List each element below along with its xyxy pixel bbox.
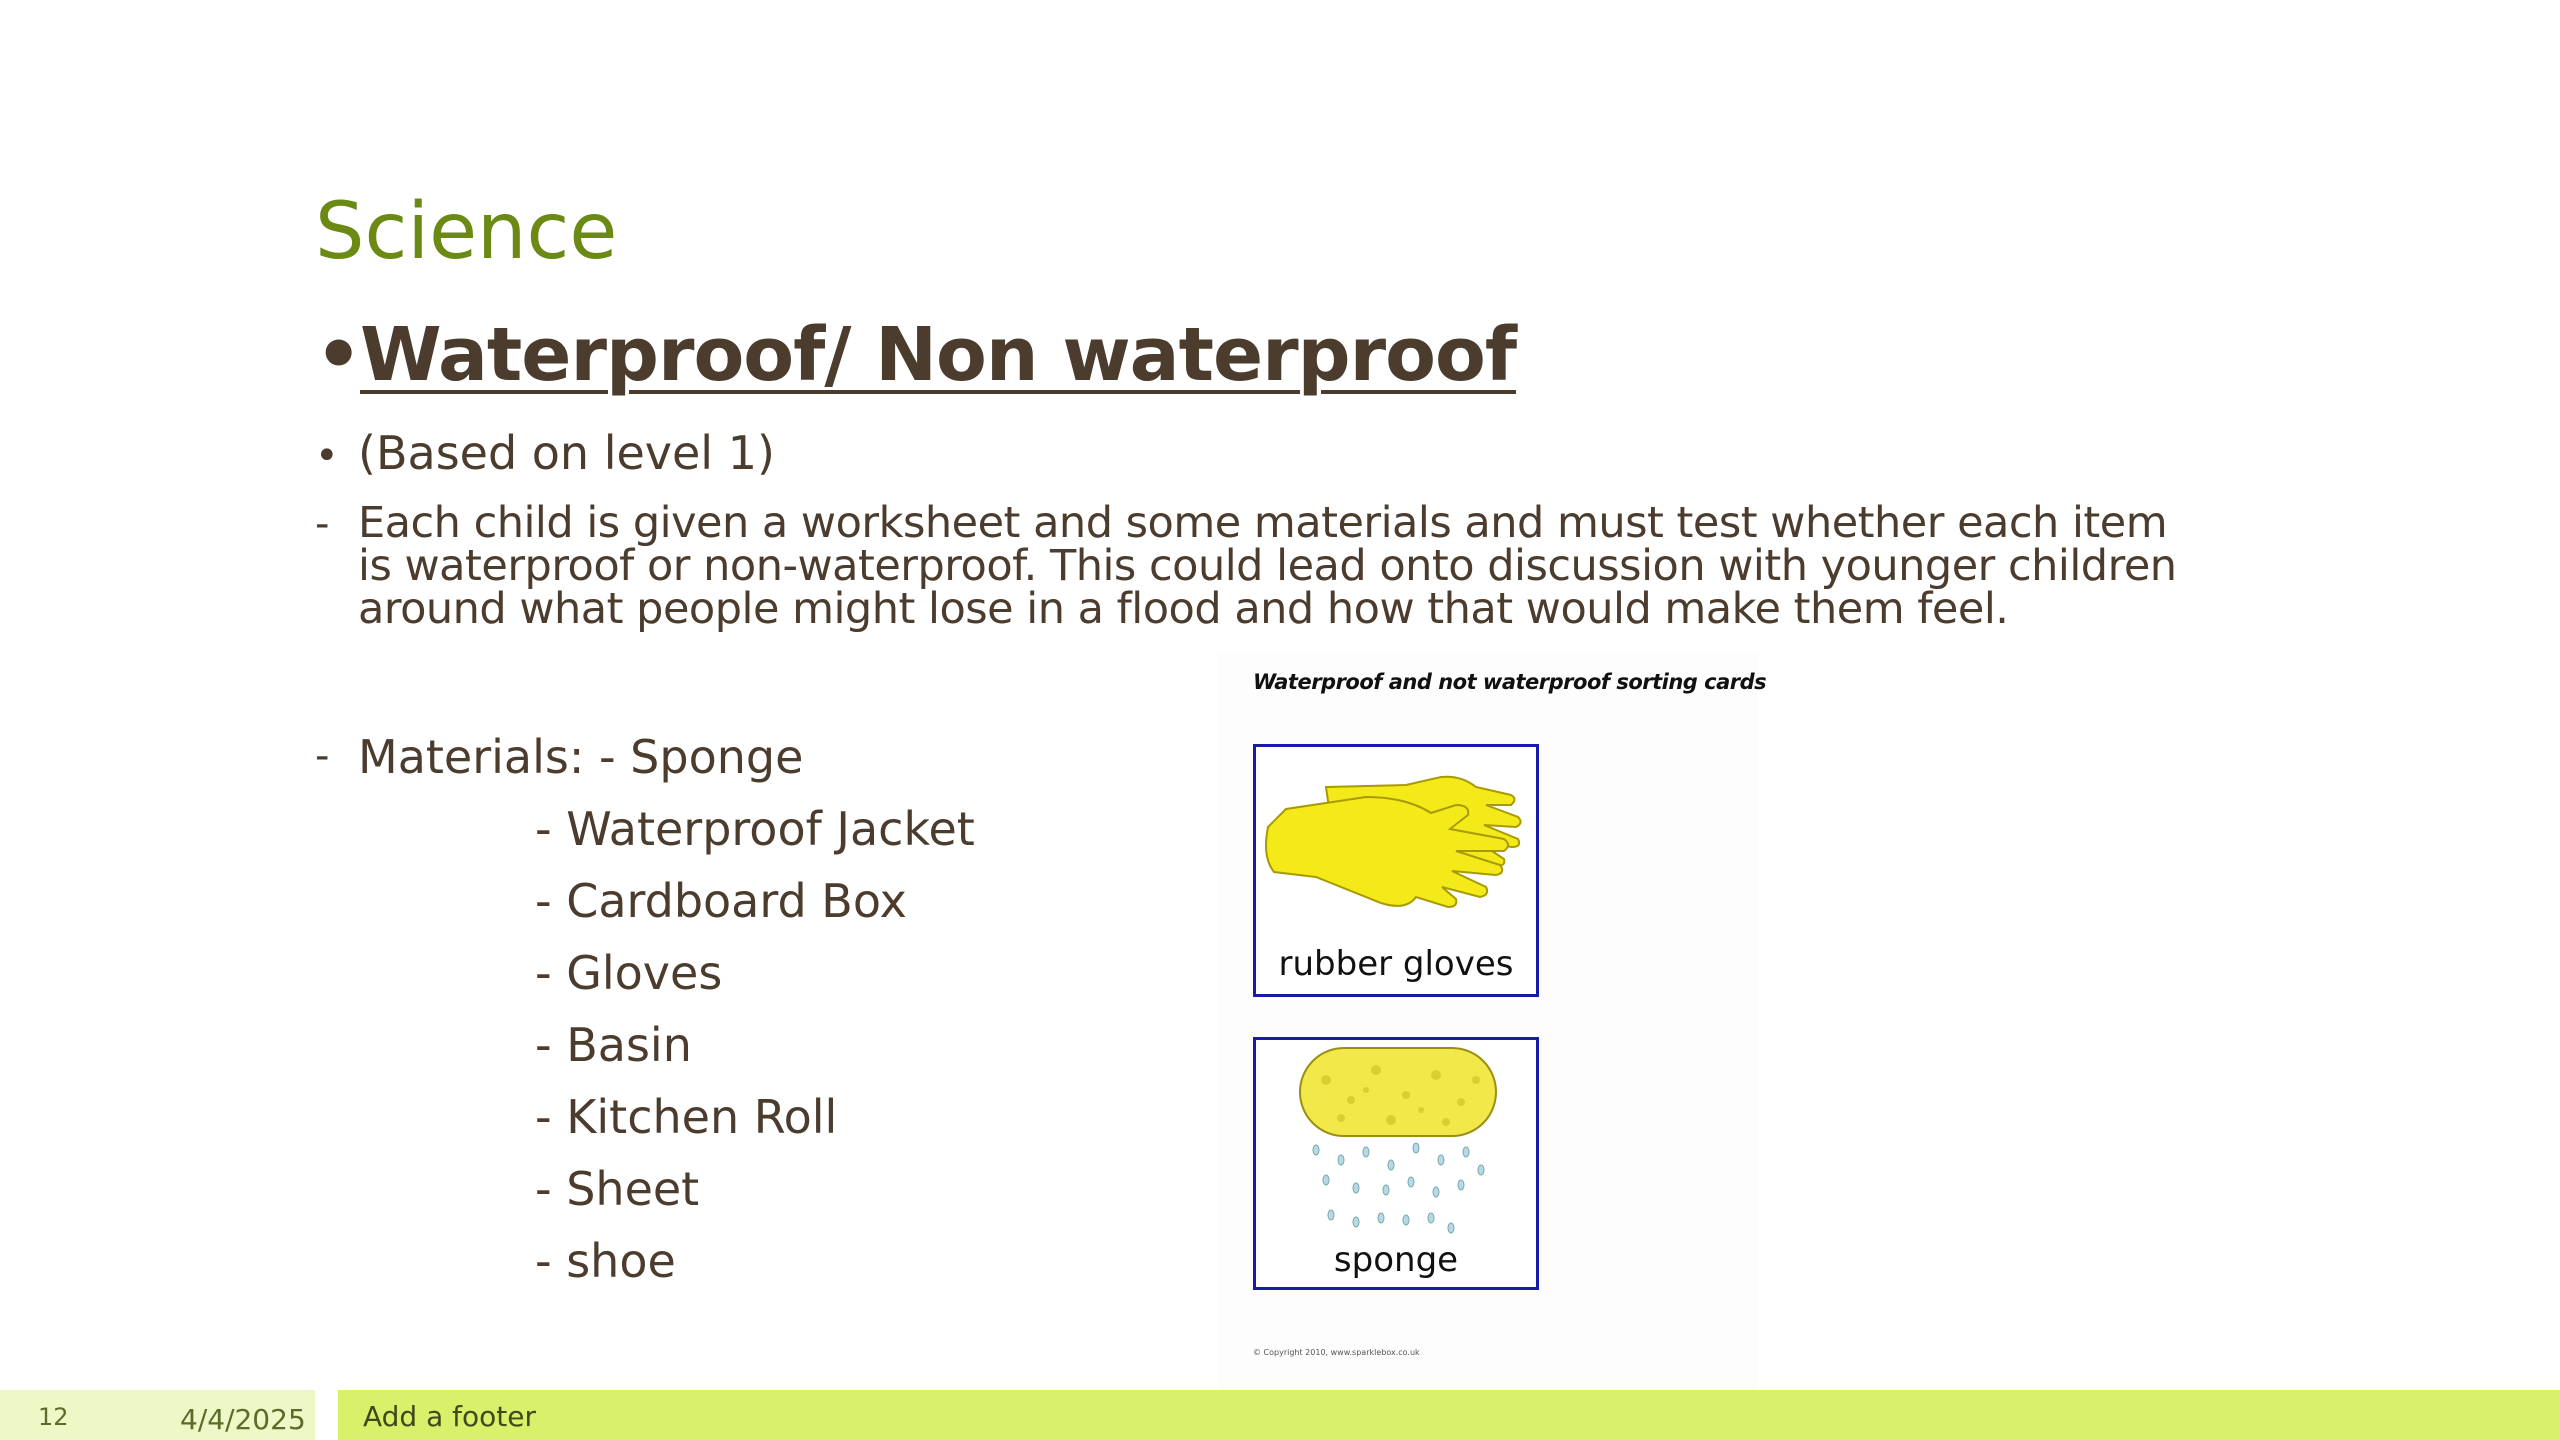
rubber-gloves-icon bbox=[1256, 747, 1536, 937]
description-text: Each child is given a worksheet and some materials and must test whether each item is waterproof or non-waterproof. This could lead onto discussion with younger children around what people might lose in a flood and how that would make them feel. bbox=[358, 498, 2177, 634]
material-item: - Gloves bbox=[535, 946, 723, 1000]
worksheet-copyright: © Copyright 2010, www.sparklebox.co.uk bbox=[1253, 1348, 1420, 1357]
heading-bullet: • bbox=[315, 312, 363, 398]
material-item: - Waterproof Jacket bbox=[535, 802, 975, 856]
subtitle-text: (Based on level 1) bbox=[358, 426, 775, 480]
materials-dash: - bbox=[315, 733, 330, 779]
footer-left-panel bbox=[0, 1390, 315, 1440]
card-sponge bbox=[1253, 1037, 1539, 1290]
footer-text[interactable]: Add a footer bbox=[363, 1400, 537, 1433]
slide-heading: Waterproof/ Non waterproof bbox=[360, 312, 1517, 398]
footer-date: 4/4/2025 bbox=[180, 1403, 306, 1436]
worksheet-image bbox=[1218, 652, 1767, 1390]
slide-number: 12 bbox=[38, 1403, 69, 1431]
card-rubber-gloves bbox=[1253, 744, 1539, 997]
material-item: - shoe bbox=[535, 1234, 676, 1288]
sponge-icon bbox=[1256, 1040, 1536, 1240]
materials-label: Materials: - Sponge bbox=[358, 730, 804, 784]
description-dash: - bbox=[315, 501, 330, 547]
footer-right-panel bbox=[338, 1390, 2560, 1440]
card-label: rubber gloves bbox=[1278, 944, 1514, 984]
material-item: - Cardboard Box bbox=[535, 874, 907, 928]
material-item: - Basin bbox=[535, 1018, 692, 1072]
slide-title: Science bbox=[315, 187, 618, 277]
material-item: - Sheet bbox=[535, 1162, 700, 1216]
slide-footer bbox=[0, 1390, 2560, 1440]
worksheet-title: Waterproof and not waterproof sorting cards bbox=[1253, 670, 1767, 694]
material-item: - Kitchen Roll bbox=[535, 1090, 838, 1144]
card-label: sponge bbox=[1333, 1240, 1459, 1280]
subtitle-bullet: • bbox=[315, 433, 339, 479]
